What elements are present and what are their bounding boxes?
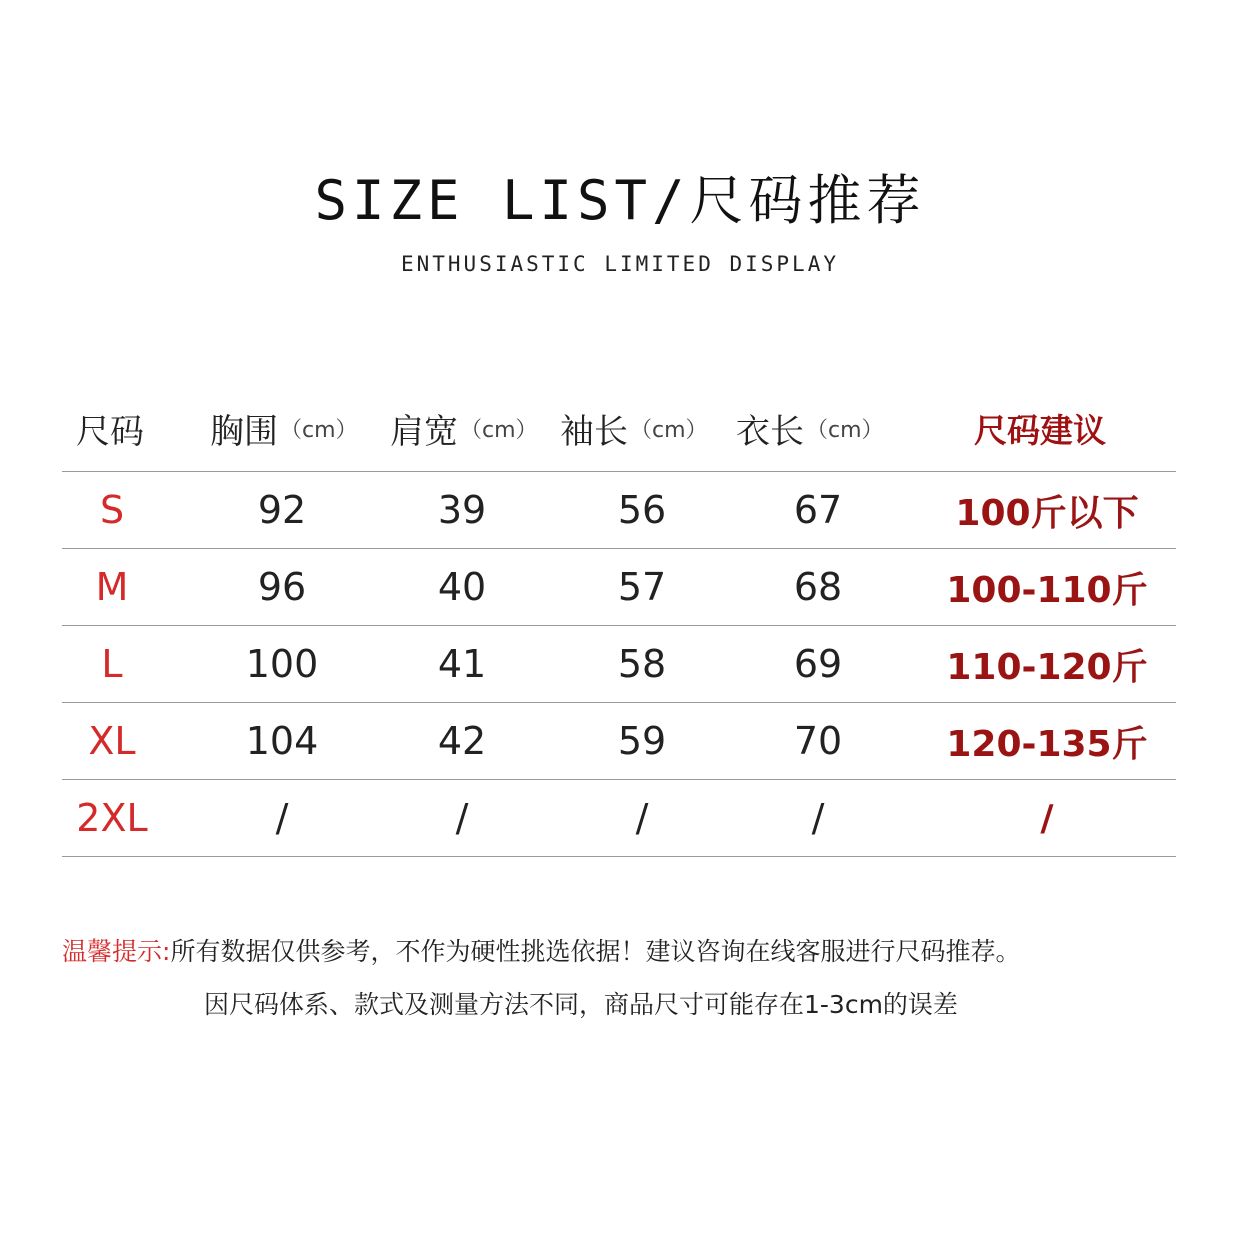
header-sleeve xyxy=(560,402,708,454)
header-shoulder-unit: （cm） xyxy=(460,417,538,443)
header-chest-label: 胸围 xyxy=(210,411,278,452)
chest-cell: 92 xyxy=(257,488,307,532)
sleeve-cell: 56 xyxy=(617,488,667,532)
recommendation-cell: 100-110斤 xyxy=(946,569,1148,611)
note-line-1 xyxy=(62,932,1020,968)
size-cell: 2XL xyxy=(76,796,148,840)
size-cell: L xyxy=(101,642,123,686)
header-shoulder-label: 肩宽 xyxy=(390,411,458,452)
length-cell: 69 xyxy=(793,642,843,686)
shoulder-cell: 41 xyxy=(437,642,487,686)
header-chest xyxy=(210,402,358,454)
note-line-2 xyxy=(204,985,958,1021)
header-length-label: 衣长 xyxy=(736,411,804,452)
sleeve-cell: 58 xyxy=(617,642,667,686)
table-row xyxy=(62,625,1176,702)
header-shoulder xyxy=(390,402,538,454)
header-chest-unit: （cm） xyxy=(280,417,358,443)
note-label: 温馨提示: xyxy=(62,937,171,966)
sleeve-cell: 57 xyxy=(617,565,667,609)
shoulder-cell: / xyxy=(455,796,469,840)
note-text-1: 所有数据仅供参考，不作为硬性挑选依据！建议咨询在线客服进行尺码推荐。 xyxy=(170,937,1021,966)
length-cell: 70 xyxy=(793,719,843,763)
shoulder-cell: 42 xyxy=(437,719,487,763)
page-subtitle: ENTHUSIASTIC LIMITED DISPLAY xyxy=(400,252,839,276)
table-row xyxy=(62,471,1176,548)
table-header xyxy=(62,402,1176,454)
header-sleeve-unit: （cm） xyxy=(630,417,708,443)
chest-cell: / xyxy=(275,796,289,840)
size-cell: XL xyxy=(88,719,136,763)
length-cell: 68 xyxy=(793,565,843,609)
shoulder-cell: 40 xyxy=(437,565,487,609)
size-cell: S xyxy=(99,488,125,532)
sleeve-cell: 59 xyxy=(617,719,667,763)
chest-cell: 104 xyxy=(245,719,319,763)
chest-cell: 100 xyxy=(245,642,319,686)
header-recommendation xyxy=(974,402,1106,454)
header-size xyxy=(76,402,144,454)
header-sleeve-label: 袖长 xyxy=(560,411,628,452)
recommendation-cell: 100斤以下 xyxy=(955,492,1139,534)
recommendation-cell: / xyxy=(1040,797,1054,839)
header-length-unit: （cm） xyxy=(806,417,884,443)
header-length xyxy=(736,402,884,454)
size-cell: M xyxy=(95,565,129,609)
length-cell: / xyxy=(811,796,825,840)
length-cell: 67 xyxy=(793,488,843,532)
note-text-2: 因尺码体系、款式及测量方法不同，商品尺寸可能存在1-3cm的误差 xyxy=(204,990,958,1019)
header-recommendation-label: 尺码建议 xyxy=(974,410,1106,450)
page-title: SIZE LIST/尺码推荐 xyxy=(314,169,926,232)
table-row xyxy=(62,779,1176,857)
shoulder-cell: 39 xyxy=(437,488,487,532)
chest-cell: 96 xyxy=(257,565,307,609)
recommendation-cell: 120-135斤 xyxy=(946,723,1148,765)
header-size-label: 尺码 xyxy=(76,411,144,452)
table-row xyxy=(62,702,1176,779)
sleeve-cell: / xyxy=(635,796,649,840)
recommendation-cell: 110-120斤 xyxy=(946,646,1148,688)
table-row xyxy=(62,548,1176,625)
